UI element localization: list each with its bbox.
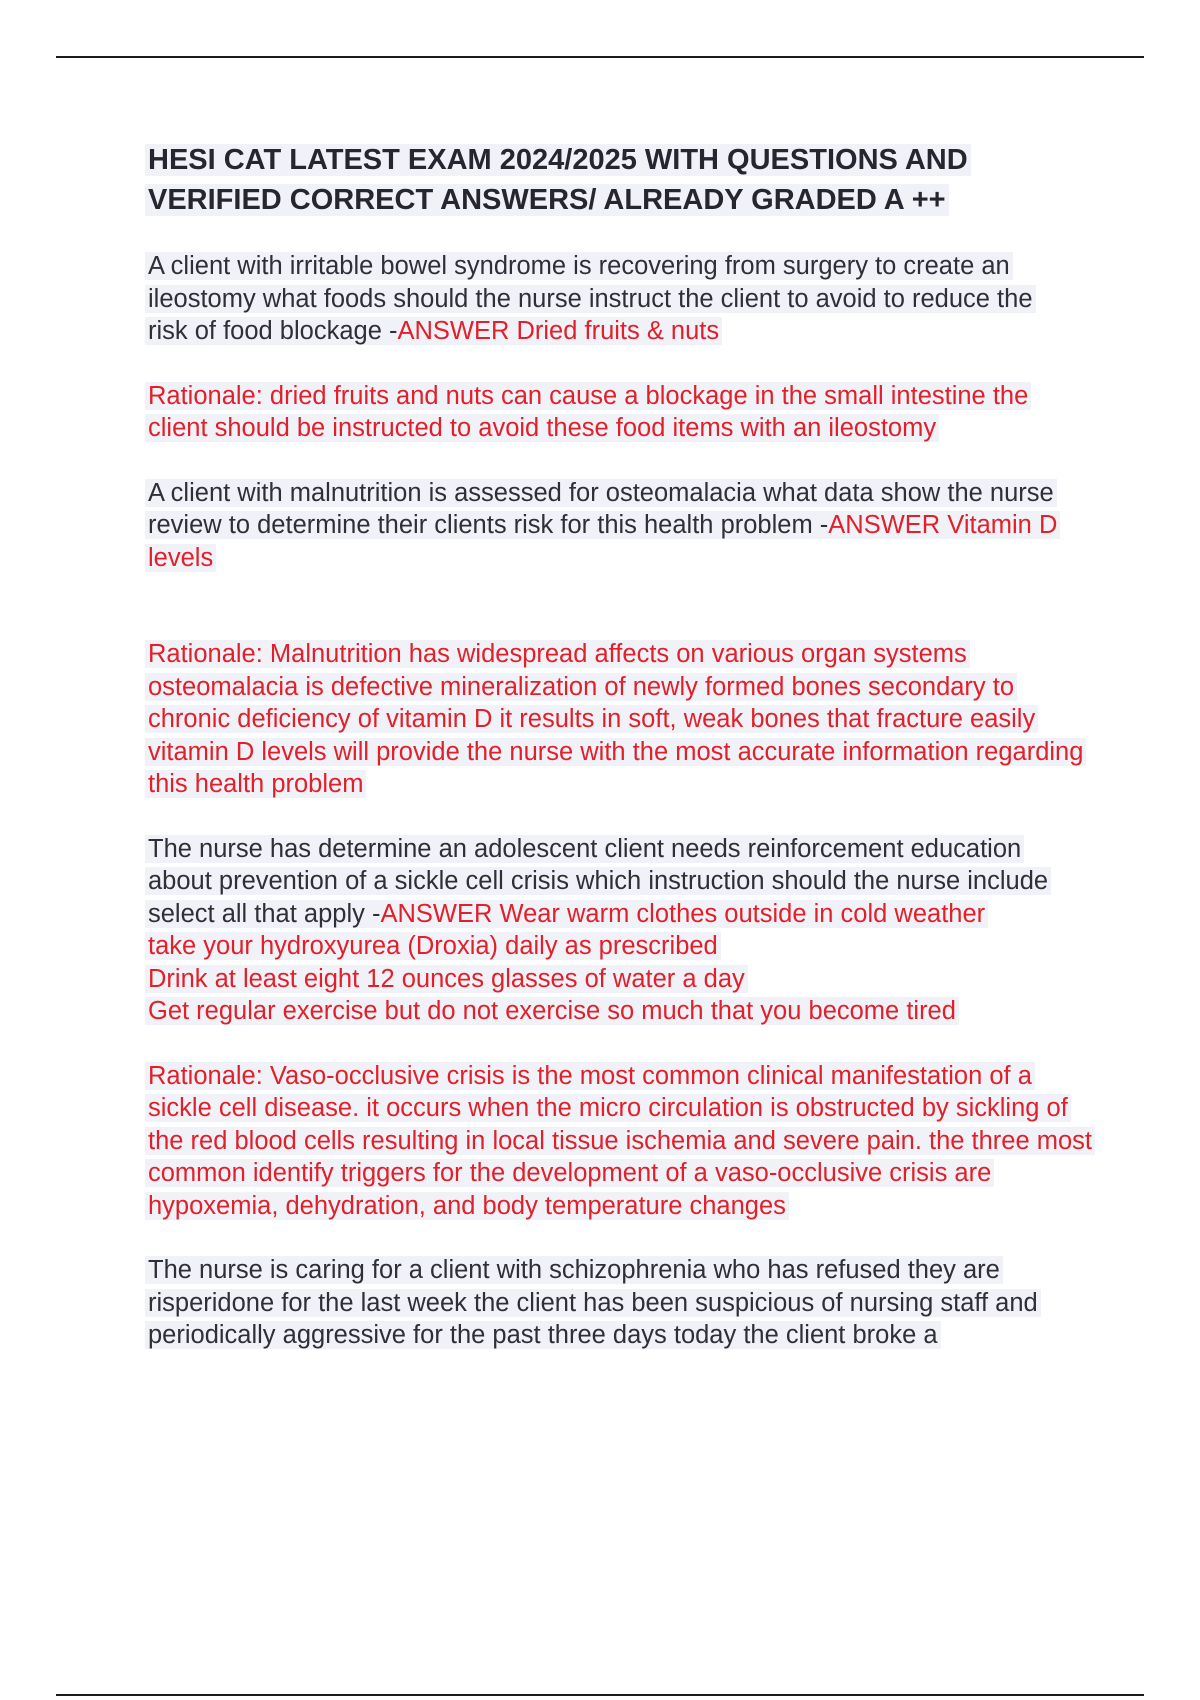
answer-3-line-1: take your hydroxyurea (Droxia) daily as prescribed [145, 930, 1055, 963]
top-rule [56, 56, 1144, 58]
question-3 [145, 833, 1055, 1028]
answer-1: ANSWER Dried fruits & nuts [397, 317, 720, 345]
answer-3-line-2: Drink at least eight 12 ounces glasses of water a day [145, 963, 1055, 996]
answer-3: ANSWER Wear warm clothes outside in cold weather [380, 899, 986, 928]
question-1-text: A client with irritable bowel syndrome is recovering from surgery to create an ileostomy what foods should the nurse instruct the client to avoid to reduce the risk of food blockage - [148, 252, 1033, 345]
question-3-text: The nurse has determine an adolescent client needs reinforcement education about prevention of a sickle cell crisis which instruction should the nurse include select all that apply - [148, 834, 1049, 928]
rationale-3: Rationale: Vaso-occlusive crisis is the most common clinical manifestation of a sickle cell disease. it occurs when the micro circulation is obstructed by sickling of the red blood cells resulting in local tissue ischemia and severe pain. the three most common identify triggers for the development of a vaso-occlusive crisis are hypoxemia, dehydration, and body temperature changes [145, 1060, 1100, 1223]
document-body [145, 140, 1105, 1352]
answer-2: ANSWER Vitamin D levels [148, 511, 1058, 572]
rationale-1: Rationale: dried fruits and nuts can cause a blockage in the small intestine the client should be instructed to avoid these food items with an ileostomy [145, 380, 1080, 445]
question-1 [145, 250, 1070, 348]
document-title: HESI CAT LATEST EXAM 2024/2025 WITH QUESTIONS AND VERIFIED CORRECT ANSWERS/ ALREADY GRADED A ++ [145, 140, 1075, 220]
answer-3-line-3: Get regular exercise but do not exercise so much that you become tired [145, 995, 1055, 1028]
question-2 [145, 477, 1075, 575]
rationale-2: Rationale: Malnutrition has widespread affects on various organ systems osteomalacia is defective mineralization of newly formed bones secondary to chronic deficiency of vitamin D it results in soft, weak bones that fracture easily vitamin D levels will provide the nurse with the most accurate information regarding this health problem [145, 638, 1090, 801]
bottom-rule [56, 1694, 1144, 1696]
question-4: The nurse is caring for a client with schizophrenia who has refused they are risperidone for the last week the client has been suspicious of nursing staff and periodically aggressive for the past three days today the client broke a [145, 1254, 1100, 1352]
question-2-text: A client with malnutrition is assessed for osteomalacia what data show the nurse review to determine their clients risk for this health problem - [148, 478, 1054, 539]
